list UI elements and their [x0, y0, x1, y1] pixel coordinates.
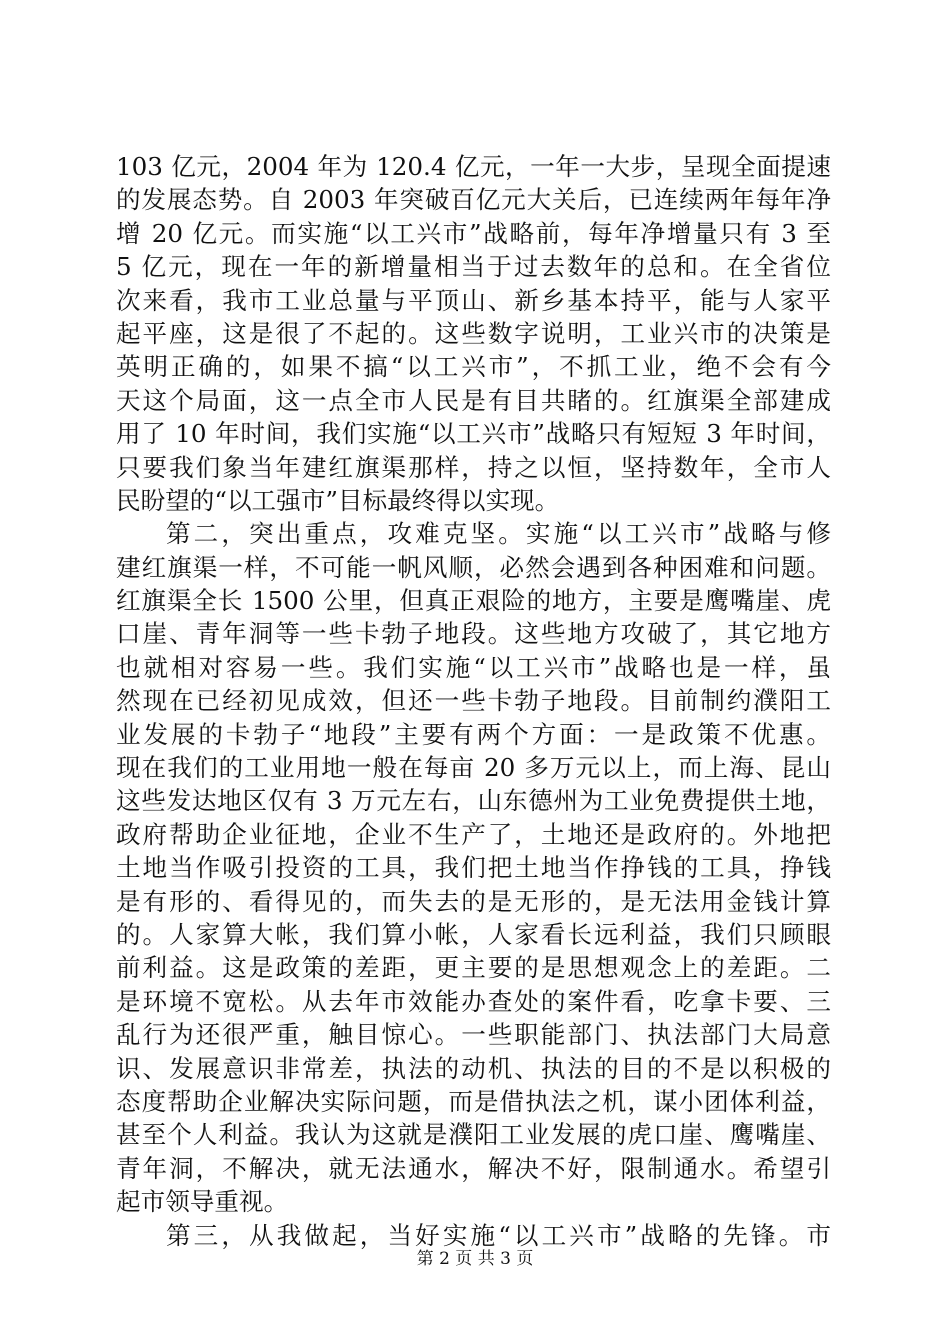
text-line: 前利益。这是政策的差距，更主要的是思想观念上的差距。二	[116, 953, 831, 983]
text-line: 乱行为还很严重，触目惊心。一些职能部门、执法部门大局意	[116, 1020, 831, 1050]
text-line: 也就相对容易一些。我们实施“以工兴市”战略也是一样，虽	[116, 652, 831, 682]
text-line: 起市领导重视。	[116, 1187, 289, 1217]
text-line: 增 20 亿元。而实施“以工兴市”战略前，每年净增量只有 3 至	[116, 218, 831, 248]
text-line: 业发展的卡勃子“地段”主要有两个方面：一是政策不优惠。	[116, 719, 831, 749]
text-line: 用了 10 年时间，我们实施“以工兴市”战略只有短短 3 年时间，	[116, 419, 831, 449]
text-line: 起平座，这是很了不起的。这些数字说明，工业兴市的决策是	[116, 318, 831, 348]
text-line: 态度帮助企业解决实际问题，而是借执法之机，谋小团体利益，	[116, 1086, 831, 1116]
text-line: 政府帮助企业征地，企业不生产了，土地还是政府的。外地把	[116, 819, 831, 849]
text-line: 口崖、青年洞等一些卡勃子地段。这些地方攻破了，其它地方	[116, 619, 831, 649]
text-line: 的。人家算大帐，我们算小帐，人家看长远利益，我们只顾眼	[116, 919, 831, 949]
text-line: 然现在已经初见成效，但还一些卡勃子地段。目前制约濮阳工	[116, 686, 831, 716]
text-line: 英明正确的，如果不搞“以工兴市”，不抓工业，绝不会有今	[116, 352, 831, 382]
text-line: 这些发达地区仅有 3 万元左右，山东德州为工业免费提供土地，	[116, 786, 831, 816]
page-number-footer: 第 2 页 共 3 页	[416, 1249, 534, 1269]
text-line: 是有形的、看得见的，而失去的是无形的，是无法用金钱计算	[116, 886, 831, 916]
document-body	[116, 150, 831, 1252]
paragraph-2	[116, 517, 831, 1218]
text-line: 第二，突出重点，攻难克坚。实施“以工兴市”战略与修	[166, 519, 831, 549]
text-line: 识、发展意识非常差，执法的动机、执法的目的不是以积极的	[116, 1053, 831, 1083]
paragraph-1	[116, 150, 831, 517]
text-line: 现在我们的工业用地一般在每亩 20 多万元以上，而上海、昆山	[116, 753, 831, 783]
text-line: 红旗渠全长 1500 公里，但真正艰险的地方，主要是鹰嘴崖、虎	[116, 586, 831, 616]
text-line: 天这个局面，这一点全市人民是有目共睹的。红旗渠全部建成	[116, 385, 831, 415]
text-line: 103 亿元，2004 年为 120.4 亿元，一年一大步，呈现全面提速	[116, 152, 831, 181]
text-line: 建红旗渠一样，不可能一帆风顺，必然会遇到各种困难和问题。	[116, 552, 831, 582]
text-line: 只要我们象当年建红旗渠那样，持之以恒，坚持数年，全市人	[116, 452, 831, 482]
text-line: 是环境不宽松。从去年市效能办查处的案件看，吃拿卡要、三	[116, 986, 831, 1016]
text-line: 5 亿元，现在一年的新增量相当于过去数年的总和。在全省位	[116, 252, 831, 282]
text-line: 的发展态势。自 2003 年突破百亿元大关后，已连续两年每年净	[116, 185, 831, 215]
text-line: 次来看，我市工业总量与平顶山、新乡基本持平，能与人家平	[116, 285, 831, 315]
text-line: 民盼望的“以工强市”目标最终得以实现。	[116, 485, 560, 515]
text-line: 青年洞，不解决，就无法通水，解决不好，限制通水。希望引	[116, 1153, 831, 1183]
text-line: 土地当作吸引投资的工具，我们把土地当作挣钱的工具，挣钱	[116, 853, 831, 883]
text-line: 第三，从我做起，当好实施“以工兴市”战略的先锋。市	[166, 1220, 831, 1250]
text-line: 甚至个人利益。我认为这就是濮阳工业发展的虎口崖、鹰嘴崖、	[116, 1120, 831, 1150]
